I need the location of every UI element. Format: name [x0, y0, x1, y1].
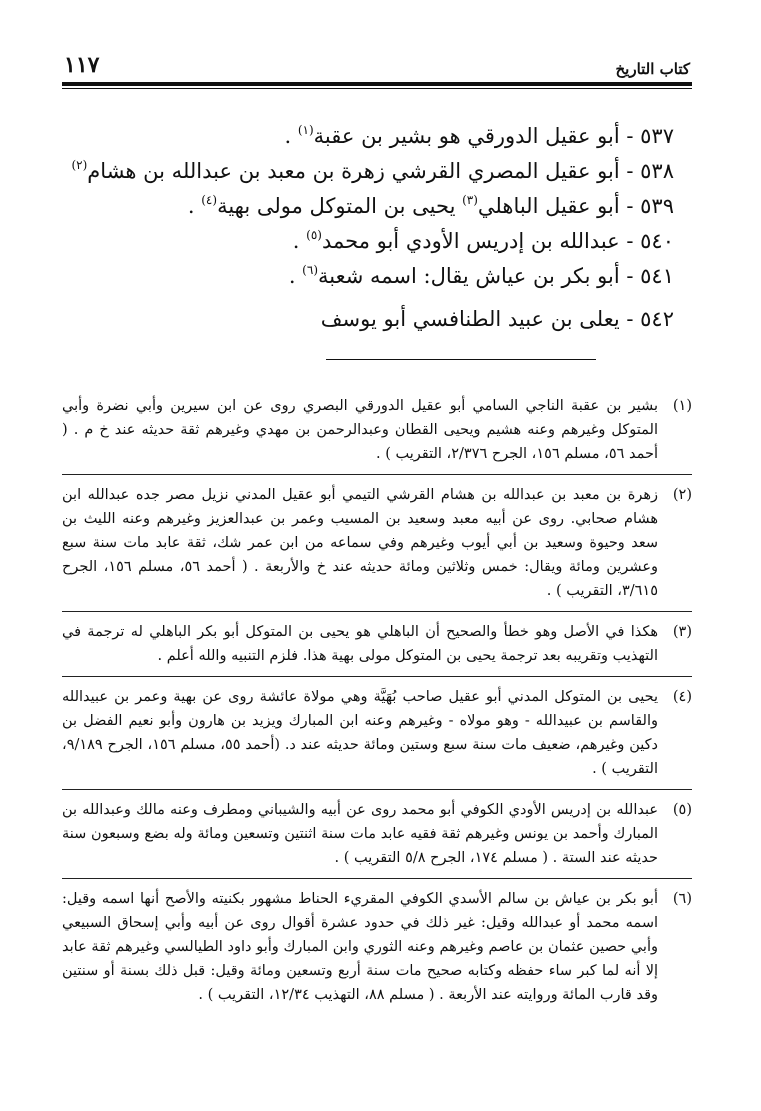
entry-list [62, 119, 674, 337]
footnote-3 [62, 620, 692, 677]
footnote-6 [62, 887, 692, 1015]
footnote-text: يحيى بن المتوكل المدني أبو عقيل صاحب بُهَيَّة وهي مولاة عائشة روى عن بهية وعمر بن عبيدالله والقاسم بن عبيدالله - وهو مولاه - وغيرهم وعنه ابن المبارك ويزيد بن هارون وأبو نعيم الفضل بن دكين وغيرهم، ضعيف مات سنة سبع وستين ومائة حديثه عند د. (أحمد ٥٥، مسلم ١٥٦، الجرح ٩/١٨٩، التقريب ) . [62, 689, 658, 777]
footnote-text: أبو بكر بن عياش بن سالم الأسدي الكوفي المقريء الحناط مشهور بكنيته والأصح أنها اسمه وقيل: اسمه محمد أو عبدالله وقيل: غير ذلك في حدود عشرة أقوال روى عن أبيه وأبي إسحاق السبيعي وأبي حصين عثمان بن عاصم وغيرهم وعنه الثوري وابن المبارك وأبو داود الطيالسي وغيرهم ثقة عابد إلا أنه لما كبر ساء حفظه وكتابه صحيح مات سنة أربع وتسعين ومائة وقيل: قبل ذلك بسنة أو سنتين وقد قارب المائة وروايته عند الأربعة . ( مسلم ٨٨، التهذيب ١٢/٣٤، التقريب ) . [62, 891, 658, 1003]
footnote-ref: (٥) [306, 228, 322, 242]
entry-538: ٥٣٨ - أبو عقيل المصري القرشي زهرة بن معبد بن عبدالله بن هشام$^{(٢)}$ [71, 158, 674, 183]
footnote-marker: (٢) [672, 487, 692, 503]
footnote-ref: (١) [297, 123, 314, 137]
running-title: كتاب التاريخ [615, 60, 690, 78]
footnote-4 [62, 685, 692, 790]
footnote-separator [326, 359, 596, 360]
entry-541: ٥٤١ - أبو بكر بن عياش يقال: اسمه شعبة$^{(٦)}$ . [288, 263, 674, 288]
page-number: ١١٧ [64, 52, 100, 78]
footnote-2 [62, 483, 692, 612]
footnote-5 [62, 798, 692, 879]
header-rule [62, 82, 692, 89]
footnote-marker: (١) [672, 398, 692, 414]
footnote-marker: (٥) [672, 802, 692, 818]
entry-537: ٥٣٧ - أبو عقيل الدورقي هو بشير بن عقبة$^{(١)}$ . [284, 123, 674, 148]
footnote-text: بشير بن عقبة الناجي السامي أبو عقيل الدورقي البصري روى عن ابن سيرين وأبي نضرة وأبي المتوكل وغيرهم وعنه هشيم ويحيى القطان وعبدالرحمن بن مهدي وغيرهم ثقة حديثه عند خ م . ( أحمد ٥٦، مسلم ١٥٦، الجرح ٢/٣٧٦، التقريب ) . [62, 398, 658, 462]
page-header [62, 48, 692, 78]
footnote-marker: (٣) [672, 624, 692, 640]
footnote-1 [62, 394, 692, 475]
footnote-marker: (٤) [672, 689, 692, 705]
footnote-text: زهرة بن معبد بن عبدالله بن هشام القرشي التيمي أبو عقيل المدني نزيل مصر جده عبدالله ابن هشام صحابي. روى عن أبيه معبد وسعيد بن المسيب وعمر بن عبدالعزيز وغيرهم وعنه الليث بن سعد وحيوة وسعيد بن أبي أيوب وغيرهم وفي سماعه من ابن عمر شك، ثقة عابد مات سنة سبع وعشرين ومائة ويقال: خمس وثلاثين ومائة حديثه عند خ والأربعة . ( أحمد ٥٦، مسلم ١٥٦، الجرح ٣/٦١٥، التقريب ) . [62, 487, 658, 599]
footnote-ref: (٣) [462, 193, 478, 207]
footnotes [62, 394, 692, 1015]
footnote-marker: (٦) [672, 891, 692, 907]
footnote-text: عبدالله بن إدريس الأودي الكوفي أبو محمد روى عن أبيه والشيباني ومطرف وعنه مالك وعبدالله بن المبارك وأحمد بن يونس وغيرهم ثقة فقيه عابد مات سنة اثنتين وتسعين ومائة وله بضع وسبعون سنة حديثه عند الستة . ( مسلم ١٧٤، الجرح ٥/٨ التقريب ) . [62, 802, 658, 866]
entry-539: ٥٣٩ - أبو عقيل الباهلي$^{(٣)}$ يحيى بن المتوكل مولى بهية$^{(٤)}$ . [187, 193, 674, 218]
book-page [62, 48, 692, 1023]
footnote-ref: (٢) [71, 158, 88, 172]
footnote-ref: (٤) [201, 193, 218, 207]
footnote-ref: (٦) [302, 263, 318, 277]
entry-542: ٥٤٢ - يعلى بن عبيد الطنافسي أبو يوسف [320, 307, 674, 331]
footnote-text: هكذا في الأصل وهو خطأ والصحيح أن الباهلي هو يحيى بن المتوكل أبو بكر الباهلي له ترجمة في التهذيب وتقريبه بعد ترجمة يحيى بن المتوكل مولى بهية هذا. فلزم التنبيه والله أعلم . [62, 624, 658, 664]
entry-540: ٥٤٠ - عبدالله بن إدريس الأودي أبو محمد$^{(٥)}$ . [292, 228, 674, 253]
